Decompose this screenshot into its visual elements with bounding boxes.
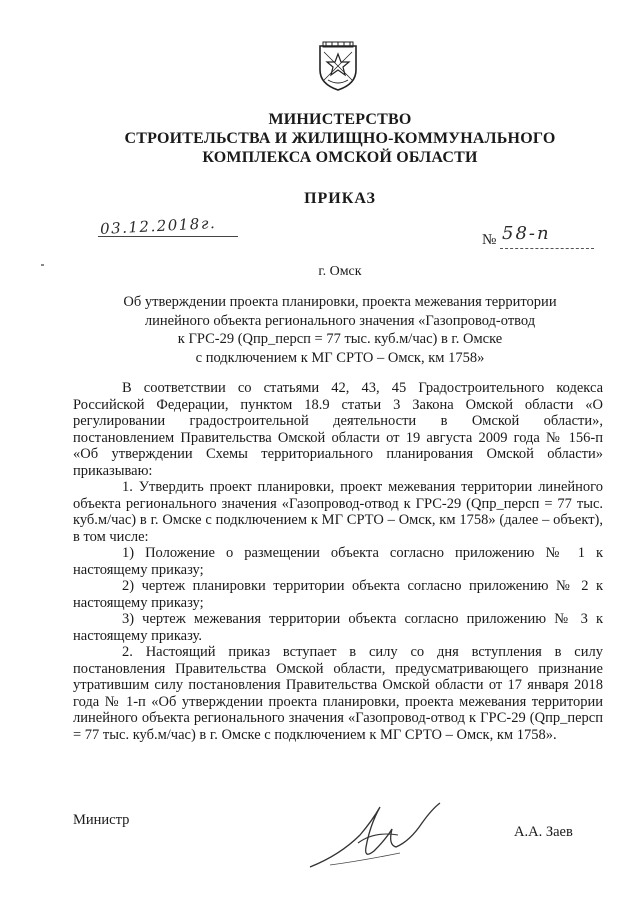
date-underline [98,236,238,237]
clause-1: 1. Утвердить проект планировки, проект межевания территории линейного объекта регионального значения «Газопровод-отвод к ГРС-29 (Qпр_персп = 77 тыс. куб.м/час) в г. Омске с подключением к МГ СРТО – Омск, км 1758» (далее – объект), в том числе: [73,479,603,545]
clause-1-subitem-1: 1) Положение о размещении объекта согласно приложению № 1 к настоящему приказу; [73,545,603,578]
clause-2: 2. Настоящий приказ вступает в силу со дня вступления в силу постановления Правительства Омской области, предусматривающего признание утратившим силу постановления Правительства Омской области от 17 января 2018 года № 1-п «Об утверждении проекта планировки, проекта межевания территории линейного объекта регионального значения «Газопровод-отвод к ГРС-29 (Qпр_персп = 77 тыс. куб.м/час) в г. Омске с подключением к МГ СРТО – Омск, км 1758». [73,644,603,743]
scan-artifact [41,264,44,266]
issue-city: г. Омск [318,264,362,279]
ministry-name-line2: СТРОИТЕЛЬСТВА И ЖИЛИЩНО-КОММУНАЛЬНОГО [124,130,556,147]
number-underline [500,248,594,249]
order-number-label: № [482,232,497,248]
clause-1-subitem-2: 2) чертеж планировки территории объекта согласно приложению № 2 к настоящему приказу; [73,578,603,611]
order-date: 03.12.2018г. [99,213,217,239]
order-subject [100,293,580,367]
omsk-region-coat-of-arms-icon [316,40,360,92]
ministry-name-line1: МИНИСТЕРСТВО [268,111,412,128]
signer-name: А.А. Заев [514,824,573,840]
ministry-name-line3: КОМПЛЕКСА ОМСКОЙ ОБЛАСТИ [202,149,478,166]
preamble-paragraph: В соответствии со статьями 42, 43, 45 Градостроительного кодекса Российской Федерации, пунктом 18.9 статьи 3 Закона Омской области «О регулировании градостроительной деятельности в Омской области», постановлением Правительства Омской области от 19 августа 2009 года № 156-п «Об утверждении Схемы территориального планирования Омской области» приказываю: [73,380,603,479]
subject-line2: линейного объекта регионального значения «Газопровод-отвод [144,312,536,329]
document-type-title: ПРИКАЗ [304,190,376,207]
handwritten-signature-icon [300,795,450,875]
subject-line3: к ГРС-29 (Qпр_персп = 77 тыс. куб.м/час) в г. Омске [177,331,503,347]
order-number: 58-п [502,223,551,244]
subject-line1: Об утверждении проекта планировки, проекта межевания территории [123,294,557,310]
clause-1-subitem-3: 3) чертеж межевания территории объекта согласно приложению № 3 к настоящему приказу. [73,611,603,644]
order-body [73,380,603,743]
signer-position: Министр [73,812,130,828]
subject-line4: с подключением к МГ СРТО – Омск, км 1758» [195,349,485,366]
